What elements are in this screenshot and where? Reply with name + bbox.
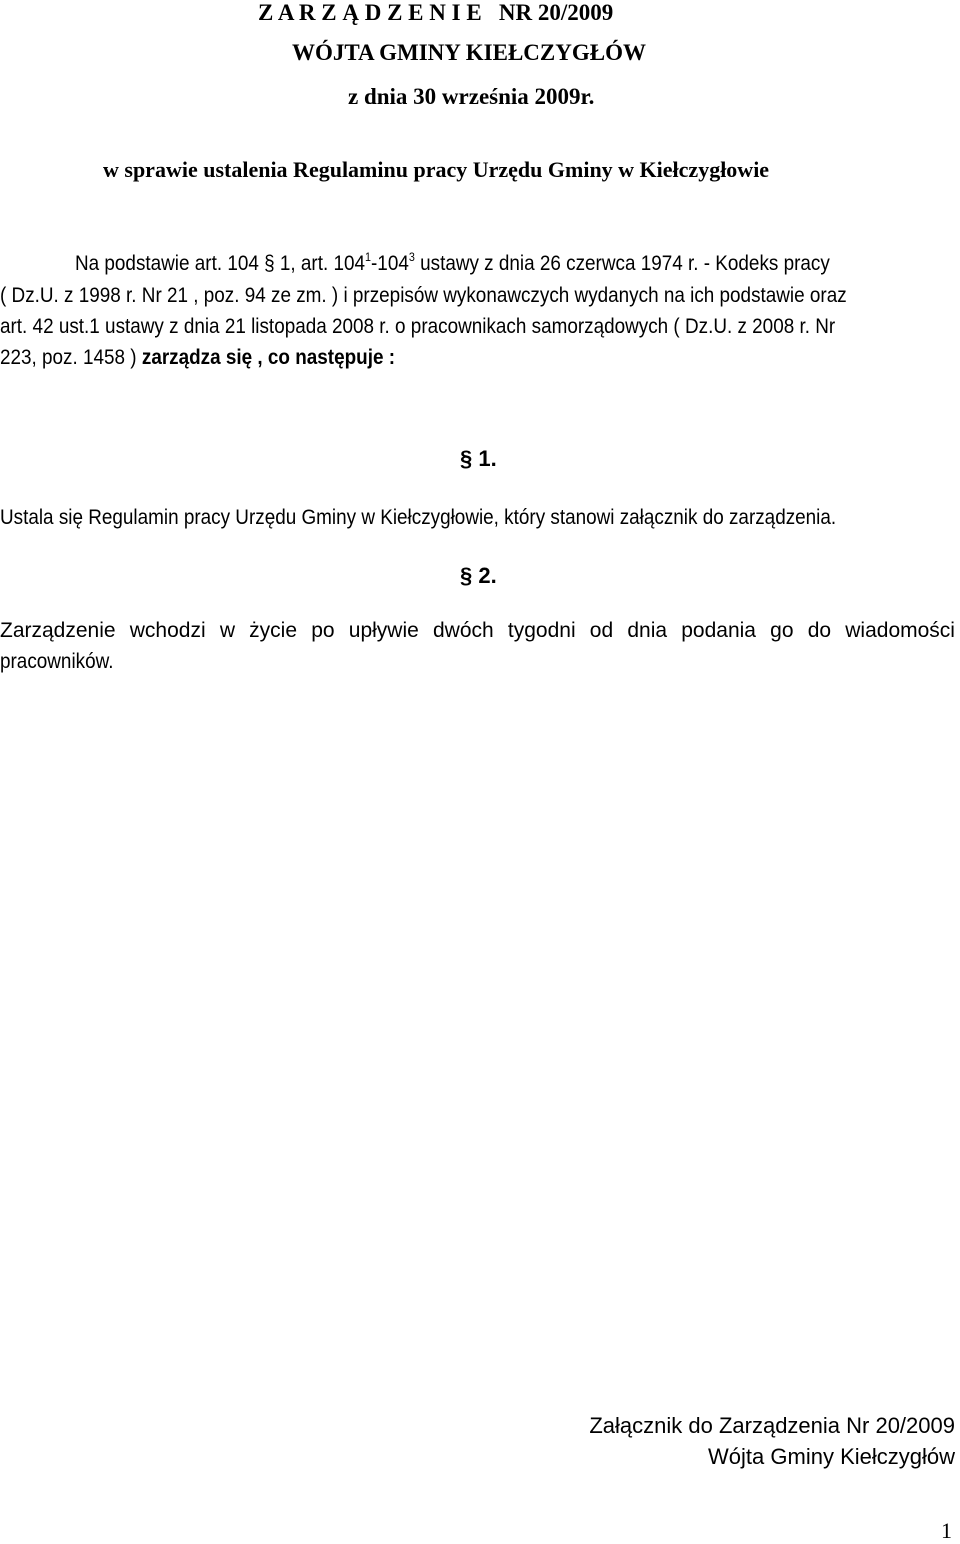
preamble-line-1 (75, 252, 830, 276)
attachment-line-1: Załącznik do Zarządzenia Nr 20/2009 (589, 1413, 955, 1438)
section-1-text: Ustala się Regulamin pracy Urzędu Gminy w Kiełczygłowie, który stanowi załącznik do zarządzenia. (0, 506, 837, 529)
document-title (258, 0, 613, 26)
section-number: 2. (478, 563, 497, 588)
word: podania (681, 619, 756, 642)
document-date: z dnia 30 września 2009r. (348, 84, 595, 109)
preamble-text: ustawy z dnia 26 czerwca 1974 r. - Kodeks pracy (414, 252, 830, 275)
word: po (311, 619, 335, 642)
page-number: 1 (941, 1518, 952, 1543)
section-2-heading (460, 563, 497, 589)
preamble-text: 1, art. 104 (274, 252, 365, 275)
section-1-heading (460, 446, 497, 472)
preamble-text: 223, poz. 1458 ) (0, 346, 142, 369)
attachment-line-2: Wójta Gminy Kiełczygłów (708, 1444, 955, 1469)
word: wiadomości (845, 619, 955, 642)
document-subject: w sprawie ustalenia Regulaminu pracy Urzędu Gminy w Kiełczygłowie (103, 157, 770, 182)
preamble-text: Na podstawie art. 104 (75, 252, 259, 275)
preamble-text: -104 (371, 252, 409, 275)
word: Zarządzenie (0, 619, 116, 642)
preamble-line-3: art. 42 ust.1 ustawy z dnia 21 listopada 2008 r. o pracownikach samorządowych ( Dz.U. z 2008 r. Nr (0, 315, 836, 338)
preamble-line-2: ( Dz.U. z 1998 r. Nr 21 , poz. 94 ze zm. ) i przepisów wykonawczych wydanych na ich podstawie oraz (0, 284, 847, 307)
word: od (589, 619, 614, 642)
section-sign-icon: § (460, 563, 479, 588)
word: w (219, 619, 235, 642)
superscript: 3 (408, 250, 415, 264)
enacting-clause: zarządza się , co następuje : (141, 346, 396, 369)
title-spaced: Z A R Z Ą D Z E N I E (258, 0, 482, 25)
word: dnia (627, 619, 668, 642)
section-number: 1. (478, 446, 497, 471)
title-number: NR 20/2009 (498, 0, 614, 25)
section-2-text-line-2: pracowników. (0, 650, 114, 673)
superscript: 1 (364, 250, 372, 264)
word: wchodzi (129, 619, 206, 642)
section-sign-icon: § (460, 446, 479, 471)
word: go (770, 619, 794, 642)
section-sign-icon: § (258, 252, 275, 275)
section-2-text-line-1 (0, 619, 955, 643)
word: upływie (348, 619, 419, 642)
word: życie (249, 619, 298, 642)
word: tygodni (507, 619, 576, 642)
word: dwóch (433, 619, 494, 642)
word: do (807, 619, 832, 642)
issuing-authority: WÓJTA GMINY KIEŁCZYGŁÓW (292, 40, 646, 65)
preamble-line-4 (0, 346, 395, 370)
